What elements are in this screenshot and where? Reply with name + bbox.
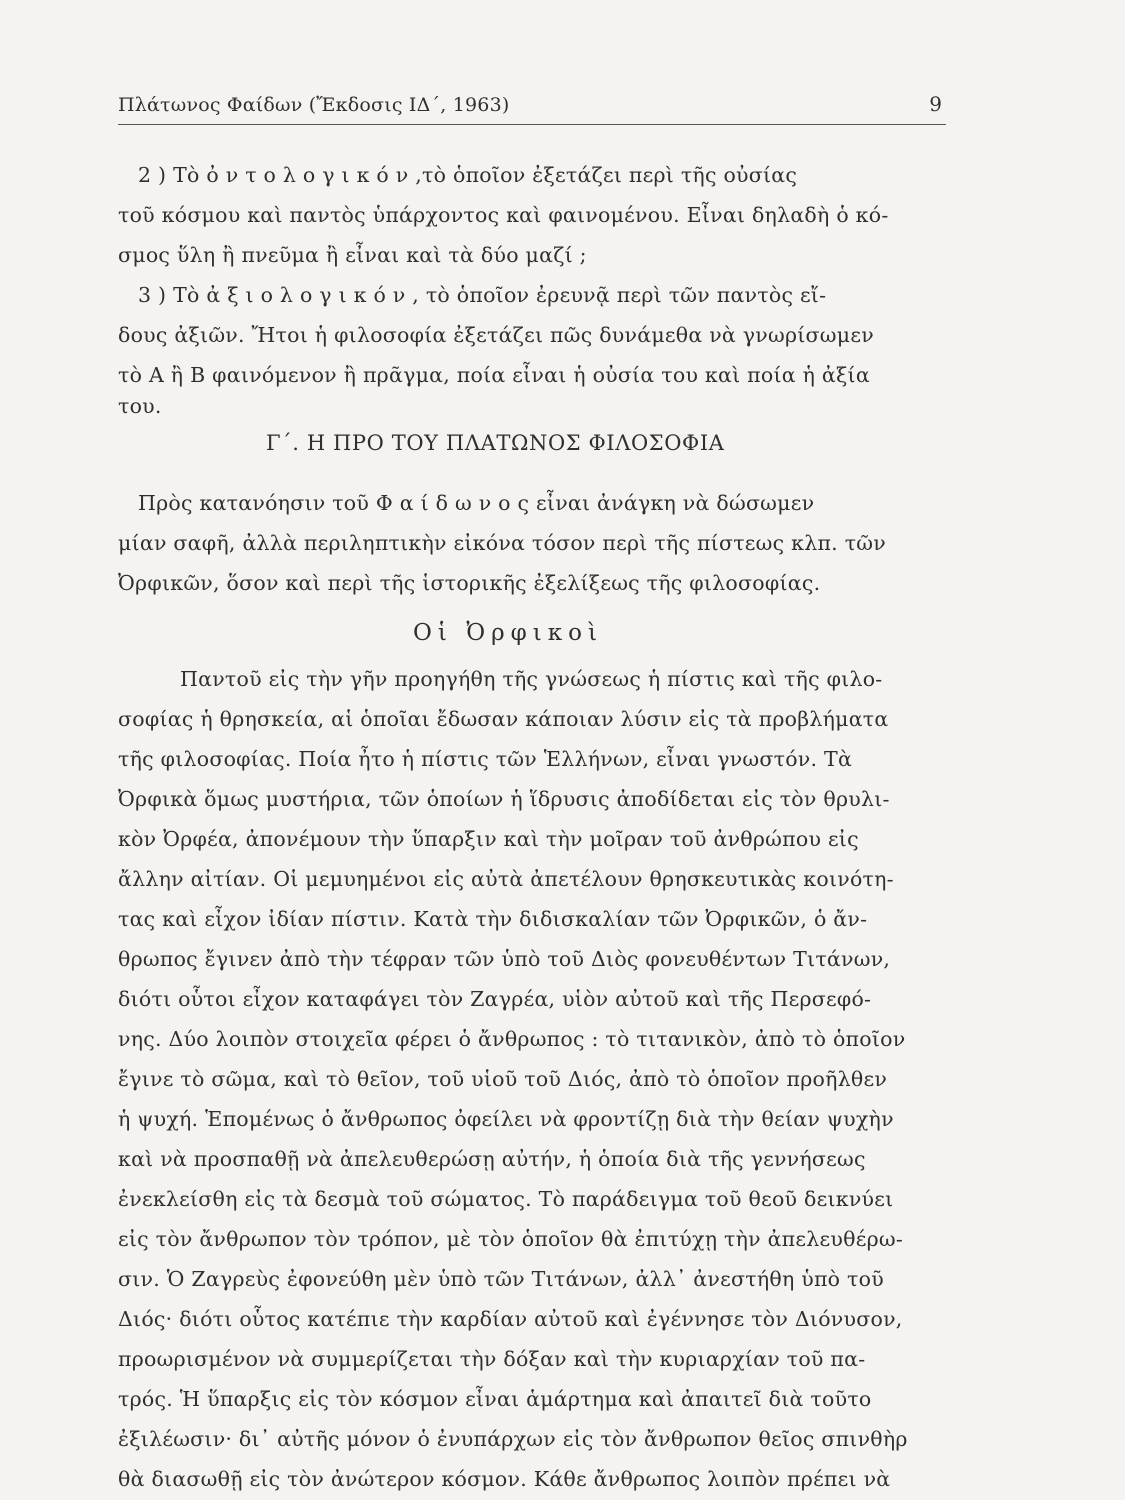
text-line: τρός. Ἡ ὕπαρξις εἰς τὸν κόσμον εἶναι ἁμάρτημα καὶ ἀπαιτεῖ διὰ τοῦτο [118, 1387, 872, 1411]
text-line: ἄλλην αἰτίαν. Οἱ μεμυημένοι εἰς αὐτὰ ἀπετέλουν θρησκευτικὰς κοινότη- [118, 867, 894, 891]
text-line: εἰς τὸν ἄνθρωπον τὸν τρόπον, μὲ τὸν ὁποῖον θὰ ἐπιτύχῃ τὴν ἀπελευθέρω- [118, 1227, 904, 1251]
text-line: Πρὸς κατανόησιν τοῦ Φ α ί δ ω ν ο ς εἶναι ἀνάγκη νὰ δώσωμεν [138, 491, 815, 515]
text-line: μίαν σαφῆ, ἀλλὰ περιληπτικὴν εἰκόνα τόσον περὶ τῆς πίστεως κλπ. τῶν [118, 531, 886, 555]
text-line: νης. Δύο λοιπὸν στοιχεῖα φέρει ὁ ἄνθρωπος : τὸ τιτανικὸν, ἀπὸ τὸ ὁποῖον [118, 1027, 906, 1051]
page-header [118, 90, 946, 125]
section-heading: Γ΄. Η ΠΡΟ ΤΟΥ ΠΛΑΤΩΝΟΣ ΦΙΛΟΣΟΦΙΑ [266, 431, 725, 455]
text-line: Διός· διότι οὗτος κατέπιε τὴν καρδίαν αὐτοῦ καὶ ἐγέννησε τὸν Διόνυσον, [118, 1307, 903, 1331]
text-line: κὸν Ὀρφέα, ἀπονέμουν τὴν ὕπαρξιν καὶ τὴν μοῖραν τοῦ ἀνθρώπου εἰς [118, 827, 859, 851]
text-line: σοφίας ἡ θρησκεία, αἱ ὁποῖαι ἔδωσαν κάποιαν λύσιν εἰς τὰ προβλήματα [118, 707, 889, 731]
text-line: Παντοῦ εἰς τὴν γῆν προηγήθη τῆς γνώσεως ἡ πίστις καὶ τῆς φιλο- [180, 667, 883, 691]
page-number: 9 [929, 92, 942, 116]
text-line: ἐξιλέωσιν· δι᾿ αὐτῆς μόνον ὁ ἐνυπάρχων εἰς τὸν ἄνθρωπον θεῖος σπινθὴρ [118, 1427, 908, 1451]
text-line: τας καὶ εἶχον ἰδίαν πίστιν. Κατὰ τὴν διδισκαλίαν τῶν Ὀρφικῶν, ὁ ἄν- [118, 907, 868, 931]
text-line: θρωπος ἔγινεν ἀπὸ τὴν τέφραν τῶν ὑπὸ τοῦ Διὸς φονευθέντων Τιτάνων, [118, 947, 891, 971]
text-line: τοῦ κόσμου καὶ παντὸς ὑπάρχοντος καὶ φαινομένου. Εἶναι δηλαδὴ ὁ κό- [118, 203, 889, 227]
spacer [118, 467, 958, 483]
text-line: τῆς φιλοσοφίας. Ποία ἦτο ἡ πίστις τῶν Ἑλλήνων, εἶναι γνωστόν. Τὰ [118, 747, 853, 771]
text-line: 3 ) Τὸ ἀ ξ ι ο λ ο γ ι κ ό ν , τὸ ὁποῖον ἐρευνᾷ περὶ τῶν παντὸς εἴ- [138, 283, 827, 307]
page-body [118, 155, 958, 1499]
text-line: Ὀρφικῶν, ὅσον καὶ περὶ τῆς ἱστορικῆς ἐξελίξεως τῆς φιλοσοφίας. [118, 571, 821, 595]
text-line: ἔγινε τὸ σῶμα, καὶ τὸ θεῖον, τοῦ υἱοῦ τοῦ Διός, ἀπὸ τὸ ὁποῖον προῆλθεν [118, 1067, 888, 1091]
text-line: διότι οὗτοι εἶχον καταφάγει τὸν Ζαγρέα, υἱὸν αὐτοῦ καὶ τῆς Περσεφό- [118, 987, 872, 1011]
text-line: του. [118, 394, 162, 418]
subheading: Οἱ Ὀρφικοὶ [413, 620, 603, 646]
text-line: τὸ Α ἢ Β φαινόμενον ἢ πρᾶγμα, ποία εἶναι ἡ οὐσία του καὶ ποία ἡ ἀξία [118, 363, 870, 387]
text-line: δους ἀξιῶν. Ἤτοι ἡ φιλοσοφία ἐξετάζει πῶς δυνάμεθα νὰ γνωρίσωμεν [118, 323, 874, 347]
text-line: σιν. Ὁ Ζαγρεὺς ἐφονεύθη μὲν ὑπὸ τῶν Τιτάνων, ἀλλ᾿ ἀνεστήθη ὑπὸ τοῦ [118, 1267, 884, 1291]
text-line: σμος ὕλη ἢ πνεῦμα ἢ εἶναι καὶ τὰ δύο μαζί ; [118, 243, 587, 267]
running-title: Πλάτωνος Φαίδων (Ἔκδοσις ΙΔ΄, 1963) [118, 94, 510, 116]
text-line: προωρισμένον νὰ συμμερίζεται τὴν δόξαν καὶ τὴν κυριαρχίαν τοῦ πα- [118, 1347, 866, 1371]
text-line: θὰ διασωθῇ εἰς τὸν ἀνώτερον κόσμον. Κάθε ἄνθρωπος λοιπὸν πρέπει νὰ [118, 1467, 891, 1491]
text-line: ἡ ψυχή. Ἑπομένως ὁ ἄνθρωπος ὀφείλει νὰ φροντίζῃ διὰ τὴν θείαν ψυχὴν [118, 1107, 894, 1131]
text-line: καὶ νὰ προσπαθῇ νὰ ἀπελευθερώσῃ αὐτήν, ἡ ὁποία διὰ τῆς γεννήσεως [118, 1147, 866, 1171]
text-line: 2 ) Τὸ ὀ ν τ ο λ ο γ ι κ ό ν ,τὸ ὁποῖον ἐξετάζει περὶ τῆς οὐσίας [138, 163, 798, 187]
text-line: Ὀρφικὰ ὅμως μυστήρια, τῶν ὁποίων ἡ ἵδρυσις ἀποδίδεται εἰς τὸν θρυλι- [118, 787, 890, 811]
text-line: ἐνεκλείσθη εἰς τὰ δεσμὰ τοῦ σώματος. Τὸ παράδειγμα τοῦ θεοῦ δεικνύει [118, 1187, 894, 1211]
